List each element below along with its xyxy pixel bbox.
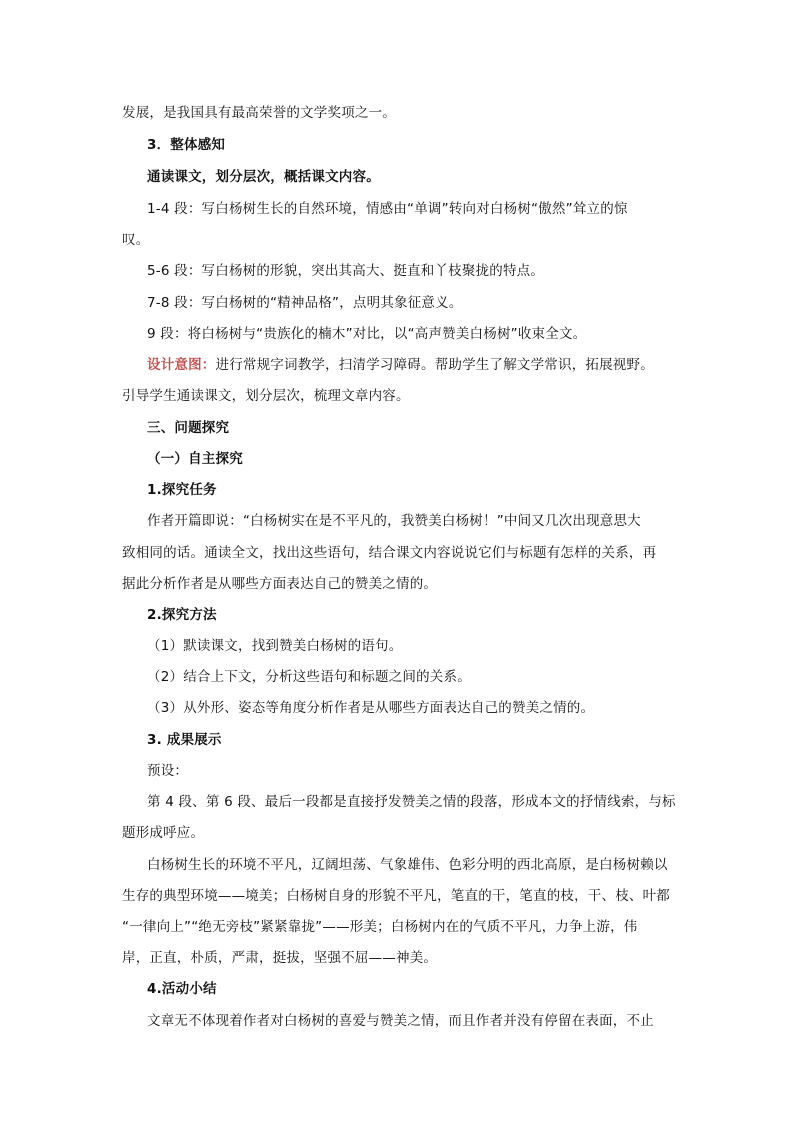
- text-line: 题形成呼应。: [122, 825, 205, 841]
- text-line: 作者开篇即说：“白杨树实在是不平凡的，我赞美白杨树！”中间又几次出现意思大: [147, 513, 641, 529]
- design-intent-text: 进行常规字词教学，扫清学习障碍。帮助学生了解文学常识，拓展视野。: [215, 357, 654, 373]
- subsection-heading: （一）自主探究: [147, 451, 243, 467]
- subsection-heading: 3. 成果展示: [147, 732, 222, 748]
- text-line: 白杨树生长的环境不平凡，辽阔坦荡、气象雄伟、色彩分明的西北高原，是白杨树赖以: [147, 857, 668, 873]
- text-line: 据此分析作者是从哪些方面表达自己的赞美之情的。: [122, 576, 438, 592]
- text-line: 叹。: [122, 232, 150, 248]
- text-line: 致相同的话。通读全文，找出这些语句，结合课文内容说说它们与标题有怎样的关系，再: [122, 545, 657, 561]
- text-line: 第 4 段、第 6 段、最后一段都是直接抒发赞美之情的段落，形成本文的抒情线索，与标: [147, 794, 676, 810]
- subsection-heading: 4.活动小结: [147, 981, 217, 997]
- text-line: 生存的典型环境——境美；白杨树自身的形貌不平凡，笔直的干，笔直的枝，干、枝、叶都: [122, 888, 670, 904]
- design-intent-line: [147, 356, 667, 374]
- list-item: （2）结合上下文，分析这些语句和标题之间的关系。: [147, 669, 471, 685]
- subsection-heading: 1.探究任务: [147, 482, 217, 498]
- text-line: 1-4 段：写白杨树生长的自然环境，情感由“单调”转向对白杨树“傲然”耸立的惊: [147, 201, 628, 217]
- section-heading: 3．整体感知: [147, 137, 226, 153]
- section-heading: 三、问题探究: [147, 420, 230, 436]
- text-line: “一律向上”“绝无旁枝”紧紧靠拢”——形美；白杨树内在的气质不平凡，力争上游，伟: [122, 919, 638, 935]
- instruction-line: 通读课文，划分层次，概括课文内容。: [147, 169, 380, 185]
- subsection-heading: 2.探究方法: [147, 607, 217, 623]
- text-line: 7-8 段：写白杨树的“精神品格”，点明其象征意义。: [147, 295, 463, 311]
- text-line: 9 段：将白杨树与“贵族化的楠木”对比，以“高声赞美白杨树”收束全文。: [147, 326, 587, 342]
- list-item: （1）默读课文，找到赞美白杨树的语句。: [147, 638, 403, 654]
- text-line: 文章无不体现着作者对白杨树的喜爱与赞美之情，而且作者并没有停留在表面，不止: [147, 1013, 654, 1029]
- text-line: 预设：: [147, 763, 189, 779]
- text-line: 5-6 段：写白杨树的形貌，突出其高大、挺直和丫枝聚拢的特点。: [147, 263, 545, 279]
- list-item: （3）从外形、姿态等角度分析作者是从哪些方面表达自己的赞美之情的。: [147, 700, 595, 716]
- text-line: 发展，是我国具有最高荣誉的文学奖项之一。: [122, 105, 396, 121]
- text-line: 岸，正直，朴质，严肃，挺拔，坚强不屈——神美。: [122, 950, 438, 966]
- design-intent-label: 设计意图：: [147, 357, 216, 373]
- text-line: 引导学生通读课文，划分层次，梳理文章内容。: [122, 388, 410, 404]
